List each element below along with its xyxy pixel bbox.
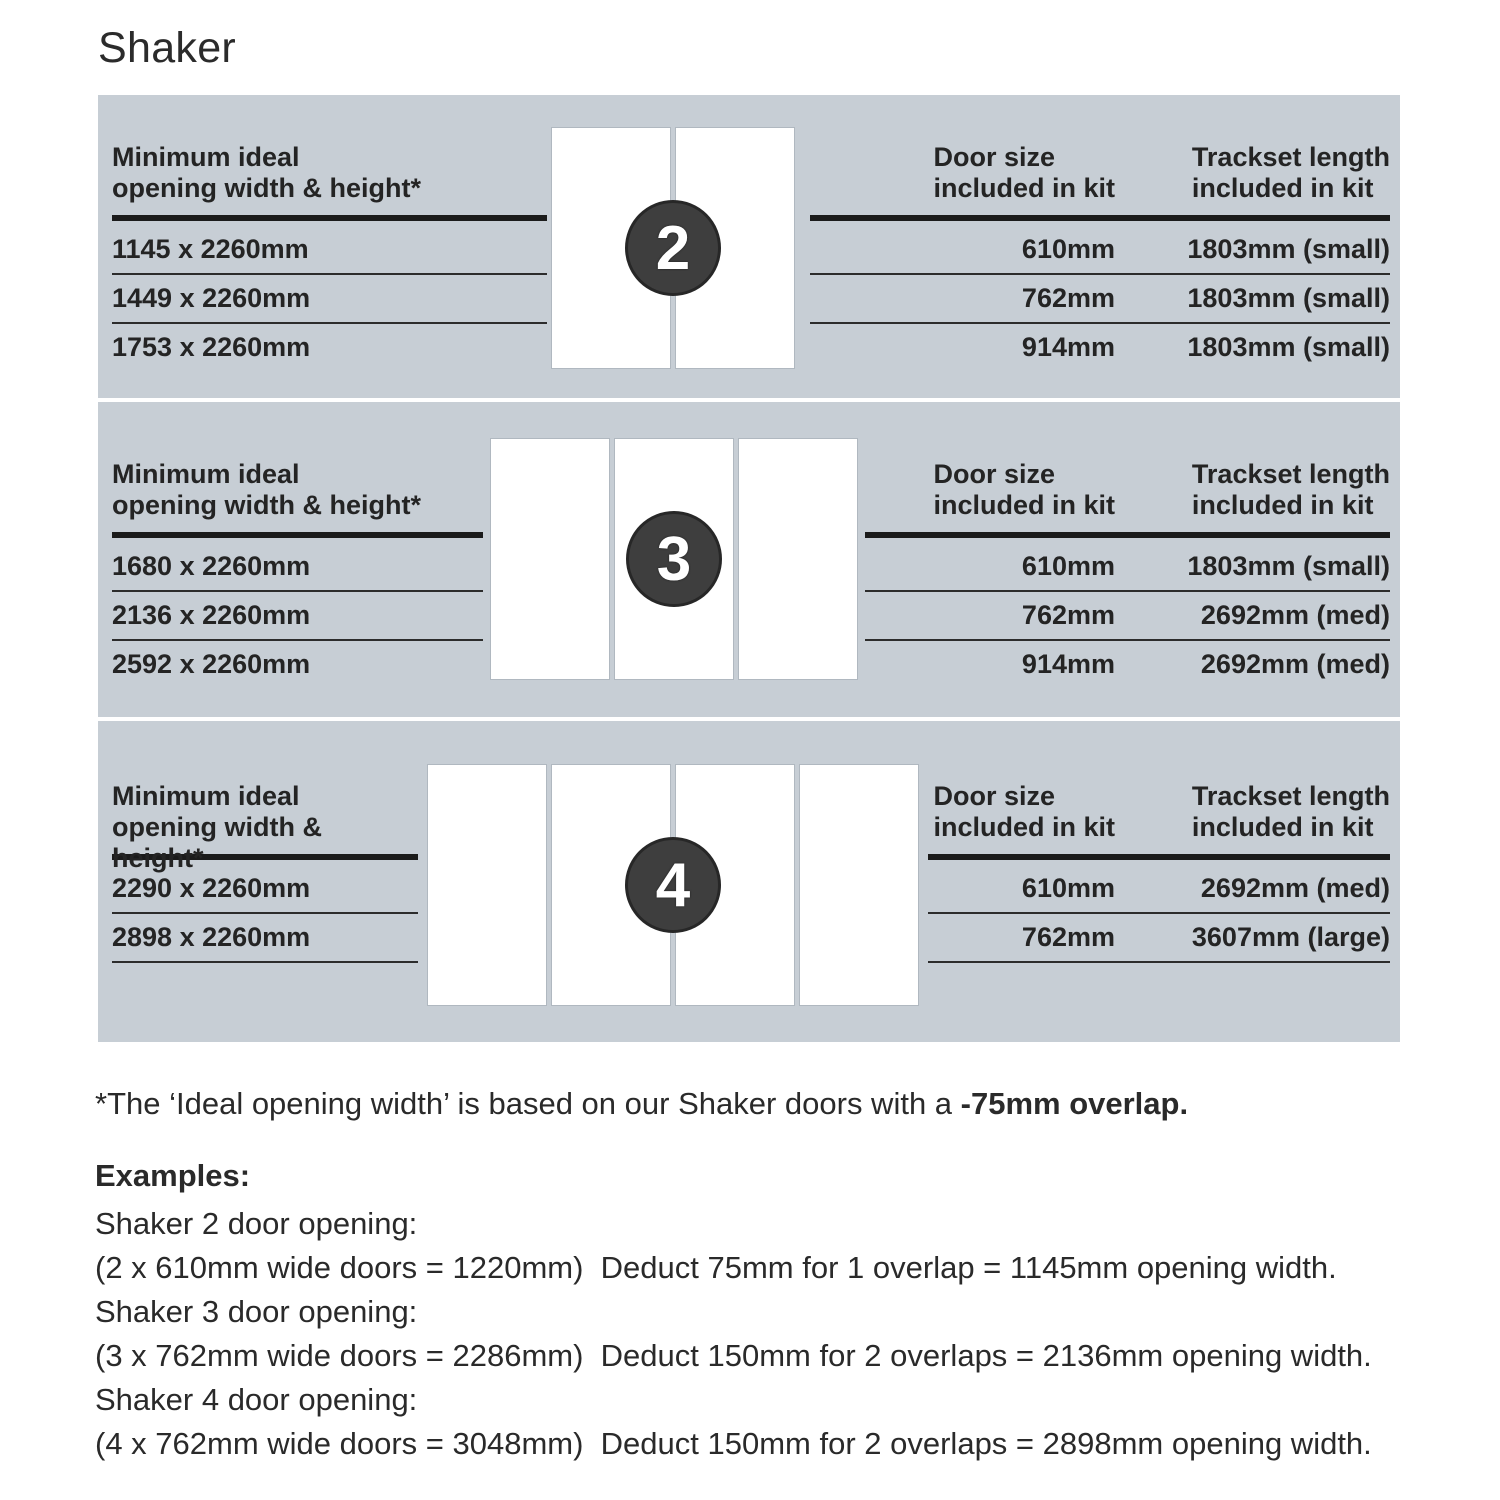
footnote-bold-text: -75mm overlap.: [960, 1086, 1189, 1121]
kit-table-2door: [810, 142, 1390, 371]
example-line: (3 x 762mm wide doors = 2286mm) Deduct 150mm for 2 overlaps = 2136mm opening width.: [95, 1338, 1372, 1373]
header-line: Door size: [933, 459, 1056, 489]
header-line: Minimum ideal: [112, 142, 300, 172]
header-line: opening width & height*: [112, 812, 322, 873]
trackset-value: 2692mm (med): [1200, 649, 1390, 679]
examples-block: [95, 1202, 1372, 1466]
header-line: Trackset length: [1191, 142, 1390, 172]
header-line: opening width & height*: [112, 173, 421, 203]
header-line: Trackset length: [1191, 459, 1390, 489]
opening-value: 2898 x 2260mm: [112, 922, 311, 952]
header-line: included in kit: [1191, 173, 1374, 203]
column-header-min-opening: [112, 781, 418, 873]
min-opening-table-4door: [112, 781, 418, 963]
footnote: [95, 1086, 1188, 1122]
min-opening-table-2door: [112, 142, 547, 371]
opening-value: 1449 x 2260mm: [112, 283, 311, 313]
table-row: [810, 324, 1390, 371]
kit-table-4door: [928, 781, 1390, 963]
trackset-value: 1803mm (small): [1187, 283, 1390, 313]
column-header-trackset: [1115, 142, 1390, 215]
opening-value: 1753 x 2260mm: [112, 332, 311, 362]
table-row: [112, 914, 418, 963]
trackset-value: 3607mm (large): [1191, 922, 1390, 952]
table-rule: [112, 532, 483, 538]
column-header-trackset: [1115, 459, 1390, 532]
table-row: [928, 865, 1390, 914]
opening-value: 2290 x 2260mm: [112, 873, 311, 903]
header-line: opening width & height*: [112, 490, 421, 520]
door-size-value: 914mm: [1021, 332, 1115, 362]
door-size-value: 914mm: [1021, 649, 1115, 679]
table-row: [865, 641, 1390, 688]
table-row: [112, 543, 483, 592]
table-row: [865, 543, 1390, 592]
header-line: Minimum ideal: [112, 459, 300, 489]
column-header-min-opening: [112, 459, 483, 532]
table-row: [112, 641, 483, 688]
column-header-door-size: [865, 459, 1115, 532]
example-line: Shaker 4 door opening:: [95, 1382, 418, 1417]
column-header-trackset: [1115, 781, 1390, 854]
page-title: Shaker: [98, 24, 237, 72]
header-line: included in kit: [933, 490, 1115, 520]
table-rule: [928, 854, 1390, 860]
header-line: included in kit: [1191, 812, 1374, 842]
door-panel: [739, 439, 857, 679]
badge-number: 2: [655, 213, 691, 283]
example-line: Shaker 3 door opening:: [95, 1294, 418, 1329]
table-row: [810, 226, 1390, 275]
trackset-value: 1803mm (small): [1187, 332, 1390, 362]
section-divider: [98, 717, 1400, 721]
table-row: [810, 275, 1390, 324]
door-size-value: 610mm: [1021, 234, 1115, 264]
examples-heading: Examples:: [95, 1158, 251, 1193]
door-size-value: 610mm: [1021, 551, 1115, 581]
door-panel: [800, 765, 918, 1005]
header-line: Door size: [933, 781, 1056, 811]
header-line: included in kit: [933, 173, 1115, 203]
door-size-value: 610mm: [1021, 873, 1115, 903]
column-header-door-size: [810, 142, 1115, 215]
section-divider: [98, 398, 1400, 402]
badge-number: 4: [655, 850, 691, 920]
table-row: [112, 592, 483, 641]
table-rule: [865, 532, 1390, 538]
badge-number: 3: [656, 524, 692, 594]
trackset-value: 2692mm (med): [1200, 600, 1390, 630]
header-line: Trackset length: [1191, 781, 1390, 811]
count-badge-2: [625, 200, 721, 296]
min-opening-table-3door: [112, 459, 483, 688]
table-row: [928, 914, 1390, 963]
example-line: Shaker 2 door opening:: [95, 1206, 418, 1241]
opening-value: 2592 x 2260mm: [112, 649, 311, 679]
footnote-text: *The ‘Ideal opening width’ is based on our Shaker doors with a: [95, 1086, 961, 1121]
column-header-min-opening: [112, 142, 547, 215]
count-badge-3: [626, 511, 722, 607]
table-rule: [112, 215, 547, 221]
example-line: (2 x 610mm wide doors = 1220mm) Deduct 75mm for 1 overlap = 1145mm opening width.: [95, 1250, 1337, 1285]
header-line: Door size: [933, 142, 1056, 172]
table-rule: [810, 215, 1390, 221]
door-size-value: 762mm: [1021, 283, 1115, 313]
column-header-door-size: [928, 781, 1115, 854]
table-row: [112, 324, 547, 371]
trackset-value: 1803mm (small): [1187, 234, 1390, 264]
door-panel: [491, 439, 609, 679]
trackset-value: 1803mm (small): [1187, 551, 1390, 581]
opening-value: 2136 x 2260mm: [112, 600, 311, 630]
opening-value: 1145 x 2260mm: [112, 234, 309, 264]
door-panel: [428, 765, 546, 1005]
table-row: [112, 226, 547, 275]
count-badge-4: [625, 837, 721, 933]
example-line: (4 x 762mm wide doors = 3048mm) Deduct 150mm for 2 overlaps = 2898mm opening width.: [95, 1426, 1372, 1461]
table-row: [112, 275, 547, 324]
table-row: [112, 865, 418, 914]
trackset-value: 2692mm (med): [1200, 873, 1390, 903]
table-row: [865, 592, 1390, 641]
door-size-value: 762mm: [1021, 922, 1115, 952]
header-line: Minimum ideal: [112, 781, 300, 811]
door-size-value: 762mm: [1021, 600, 1115, 630]
opening-value: 1680 x 2260mm: [112, 551, 311, 581]
header-line: included in kit: [1191, 490, 1374, 520]
kit-table-3door: [865, 459, 1390, 688]
header-line: included in kit: [933, 812, 1115, 842]
